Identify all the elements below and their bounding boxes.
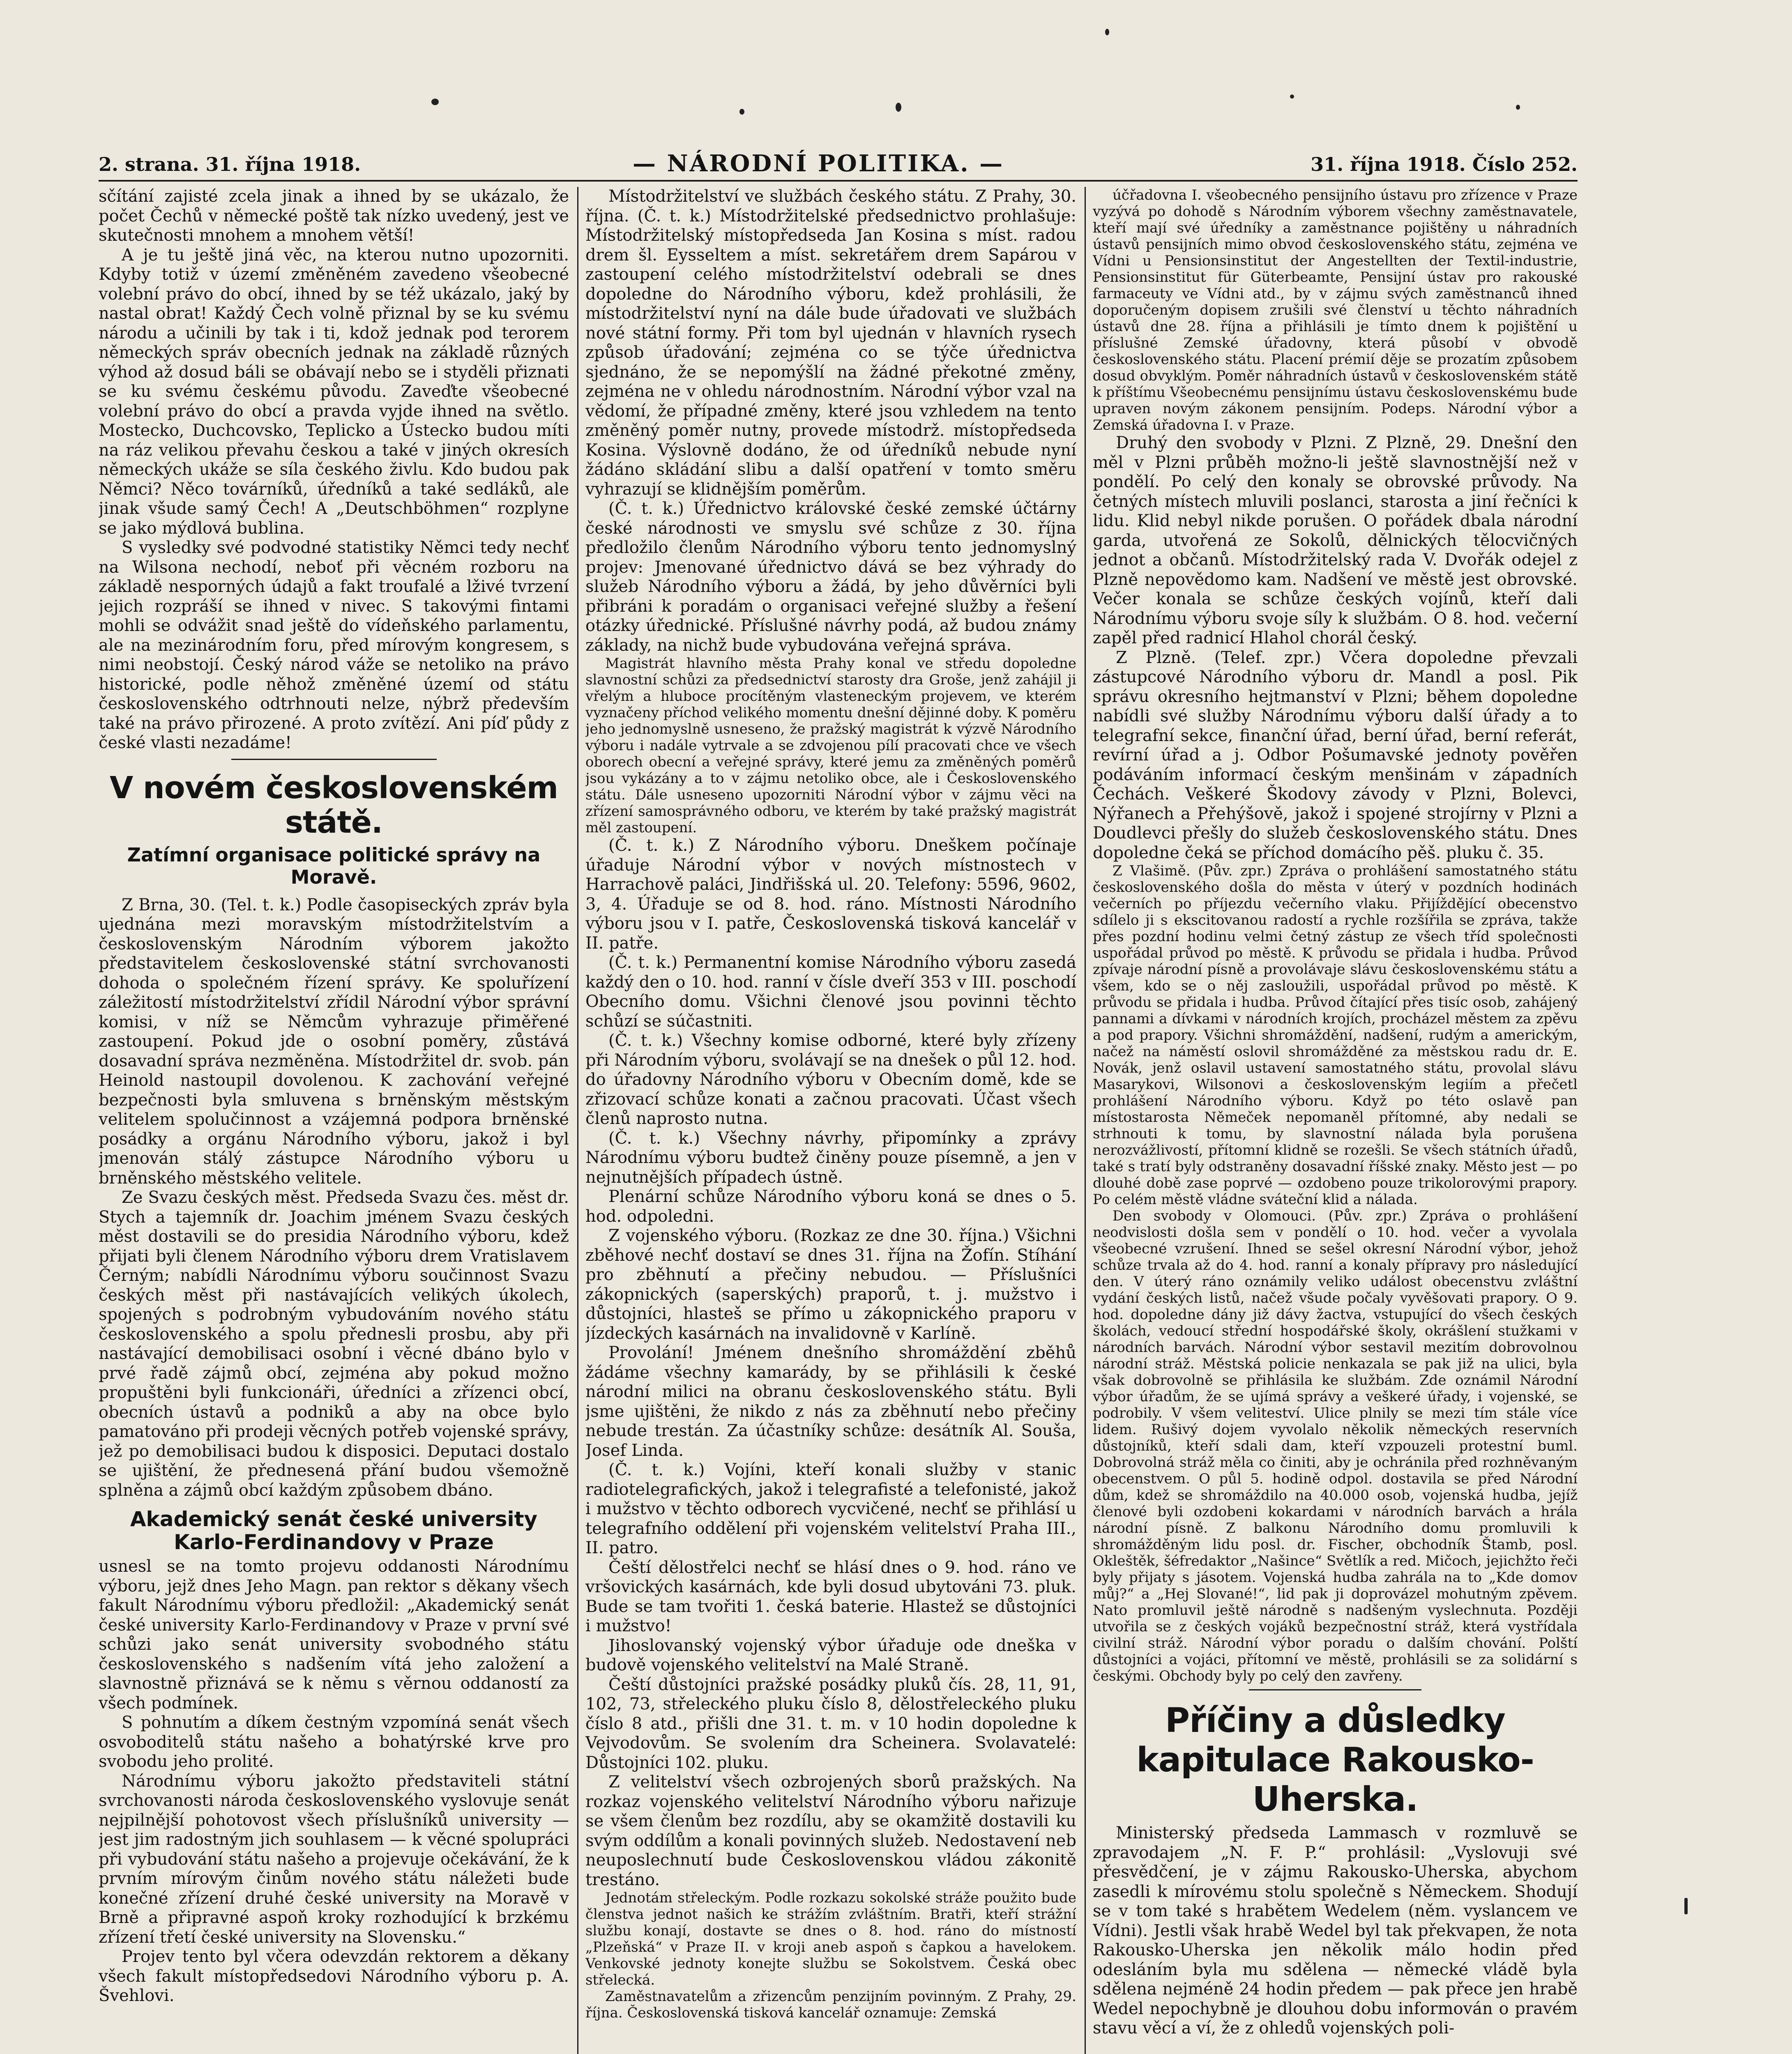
section-divider <box>231 759 437 760</box>
header-date-right: 31. října 1918. Číslo 252. <box>1311 153 1578 175</box>
paragraph: Projev tento byl včera odevzdán rektorem a děkany všech fakult místopředsedovi Národního výboru p. A. Švehlovi. <box>99 1947 569 2005</box>
paragraph: Z vojenského výboru. (Rozkaz ze dne 30. října.) Všichni zběhové nechť dostaví se dnes 31. října na Žofín. Stíhání pro zběhnutí a přečiny nebudou. — Příslušníci zákopnických (saperských) praporů, t. j. mužstvo i důstojníci, hlasteš se přímo u zákopnického praporu v jízdeckých kasárnách na invalidovně v Karlíně. <box>585 1226 1076 1343</box>
paragraph: usnesl se na tomto projevu oddanosti Národnímu výboru, jejž dnes Jeho Magn. pan rektor s děkany všech fakult Národnímu výboru předložil: „Akademický senát české university Karlo-Ferdinandovy v Praze v první své schůzi jako senát university svobodného státu československého s nadšením vítá jeho založení a slavnostně přiznává se k němu s věrnou oddaností za všech podmínek. <box>99 1557 569 1713</box>
paragraph: Z Plzně. (Telef. zpr.) Včera dopoledne převzali zástupcové Národního výboru dr. Mandl a posl. Pik správu okresního hejtmanství v Plzni; během dopoledne nabídli své služby Národnímu výboru další úřady a to telegrafní sekce, finanční úřad, berní úřad, berní referát, revírní úřad a j. Odbor Pošumavské jednoty pověřen podáváním informací českým menšinám v západních Čechách. Veškeré Škodovy závody v Plzni, Bolevci, Nýřanech a Přehýšově, jakož i spojené strojírny v Plzni a Doudlevci přešly do služeb československého státu. Dnes dopoledne čeká se příchod domácího pěš. pluku č. 35. <box>1093 648 1578 862</box>
paragraph: Z Brna, 30. (Tel. t. k.) Podle časopiseckých zpráv byla ujednána mezi moravským místodržitelstvím a československým Národním výborem jakožto představitelem československé státní svrchovanosti dohoda o společném řízení správy. Ke spoluřízení záležitostí místodržitelství zřídil Národní výbor správní komisi, v níž se Němcům vyhrazuje přiměřené zastoupení. Pokud jde o osobní poměry, zůstává dosavadní správa nezměněna. Místodržitel dr. svob. pán Heinold nastoupil dovolenou. K zachování veřejné bezpečnosti byla smluvena s brněnským městským velitelem spolučinnost a vzájemná podpora brněnské posádky a orgánu Národního výboru, jakož i byl jmenován stálý zástupce Národního výboru u brněnského městského velitele. <box>99 895 569 1188</box>
column-divider <box>1085 187 1086 2054</box>
paragraph: Národnímu výboru jakožto představiteli státní svrchovanosti národa československého vyslovuje senát nejpilnější pohotovost všech příslušníků university — jest jim radostným jich souhlasem — k věcné spolupráci při vybudování státu našeho a projevuje očekávání, že k prvním mírovým činům nového státu náležeti bude konečné zřízení druhé české university na Moravě v Brně a připravné aspoň kroky rozhodující k brzkému zřízení třetí české university na Slovensku.“ <box>99 1771 569 1947</box>
paragraph: (Č. t. k.) Všechny komise odborné, které byly zřízeny při Národním výboru, svolávají se na dnešek o půl 12. hod. do úřadovny Národního výboru v Obecním domě, kde se zřizovací schůze konati a začnou pracovati. Účast všech členů naprosto nutna. <box>585 1031 1076 1128</box>
page-header <box>99 150 1578 179</box>
header-date-left: 2. strana. 31. října 1918. <box>99 153 361 175</box>
ink-speck <box>896 103 901 112</box>
article-headline: Příčiny a důsledky kapitulace Rakousko-Uherska. <box>1136 1701 1534 1819</box>
article-headline: V novém československém státě. <box>110 770 558 840</box>
paragraph: (Č. t. k.) Z Národního výboru. Dneškem počínaje úřaduje Národní výbor v nových místnostech v Harrachově paláci, Jindřišská ul. 20. Telefony: 5596, 9602, 3, 4. Úřaduje se od 8. hod. ráno. Místnosti Národního výboru jsou v I. patře, Československá tisková kancelář v II. patře. <box>585 836 1076 953</box>
article-subheadline: Zatímní organisace politické správy na Moravě. <box>127 843 541 888</box>
paragraph-small: Zaměstnavatelům a zřizencům penzijním povinným. Z Prahy, 29. října. Československá tisková kancelář oznamuje: Zemská <box>585 1988 1076 2021</box>
paragraph: Provolání! Jménem dnešního shromáždění zběhů žádáme všechny kamarády, by se přihlásili k české národní milici na obranu československého státu. Byli jsme ujištěni, že nikdo z nás za zběhnutí nebo přečiny nebude trestán. Za účastníky schůze: desátník Al. Souša, Josef Linda. <box>585 1343 1076 1460</box>
column-3 <box>1093 187 1578 2054</box>
paragraph: Ministerský předseda Lammasch v rozmluvě se zpravodajem „N. F. P.“ prohlásil: „Vyslovuji své přesvědčení, je v zájmu Rakousko-Uherska, abychom zasedli k mírovému stolu společně s Německem. Shodují se v tom také s hrabětem Wedelem (něm. vyslancem ve Vídni). Jestli však hrabě Wedel byl tak překvapen, že nota Rakousko-Uherska jen několik málo hodin před odesláním byla mu sdělena — německé vládě byla sdělena nejméně 24 hodin předem — pak přece jen hrabě Wedel nepochybně je dlouhou dobu informován o pravém stavu věcí a ví, že z ohledů vojenských poli- <box>1093 1824 1578 2038</box>
paragraph: Z velitelství všech ozbrojených sborů pražských. Na rozkaz vojenského velitelství Národního výboru nařizuje se všem členům bez rozdílu, aby se okamžitě dostavili ku svým oddílům a konali povinných služeb. Nedostavení neb neuposlechnutí bude Československou vládou zákonitě trestáno. <box>585 1773 1076 1889</box>
paragraph: Čeští dělostřelci nechť se hlásí dnes o 9. hod. ráno ve vršovických kasárnách, kde byli dosud ubytováni 73. pluk. Bude se tam tvořiti 1. česká baterie. Hlastež se důstojníci i mužstvo! <box>585 1558 1076 1635</box>
paragraph: (Č. t. k.) Permanentní komise Národního výboru zasedá každý den o 10. hod. ranní v čísle dveří 353 v III. poschodí Obecního domu. Všichni členové jsou povinni těchto schůzí se súčastniti. <box>585 953 1076 1031</box>
ink-speck <box>1684 1898 1688 1914</box>
paragraph: Místodržitelství ve službách českého státu. Z Prahy, 30. října. (Č. t. k.) Místodržitelské předsednictvo prohlašuje: Místodržitelský místopředseda Jan Kosina s míst. radou drem šl. Eysseltem a míst. sekretářem drem Sapárou v zastoupení celého místodržitelství odebrali se dnes dopoledne do Národního výboru, kdež prohlásili, že místodržitelství nyní na dále bude úřadovati ve službách nové státní formy. Při tom byl ujednán v hlavních rysech způsob úřadování; zejména co se týče úřednictva sjednáno, že se nepomýšlí na žádné překotné změny, zejména ne v ohledu národnostním. Národní výbor vzal na vědomí, že případné změny, které jsou vzhledem na tento změněný poměr nutny, provede místodrž. místopředseda Kosina. Výslovně dodáno, že od úředníků nebude nyní žádáno skládání slibu a další opatření v tomto směru vyhrazují se klidnějším poměrům. <box>585 187 1076 499</box>
section-divider <box>1249 1689 1421 1690</box>
paragraph: (Č. t. k.) Vojíni, kteří konali služby v stanic radiotelegrafických, jakož i telegrafisté a telefonisté, jakož i mužstvo v těchto odborech vycvičené, nechť se přihlásí u telegrafního oddělení při vojenském velitelství Praha III., II. patro. <box>585 1460 1076 1557</box>
paragraph: Plenární schůze Národního výboru koná se dnes o 5. hod. odpoledni. <box>585 1187 1076 1226</box>
paragraph-small: Den svobody v Olomouci. (Pův. zpr.) Zpráva o prohlášení neodvislosti došla sem v pondělí o 10. hod. večer a vyvolala všeobecné vzrušení. Ihned se sešel okresní Národní výbor, jehož schůze trvala až do 4. hod. ranní a konaly přípravy pro následující den. V úterý ráno oznámily veliko událost obecenstvu zvláštní vydání českých listů, načež všude počaly vyvěšovati prapory. O 9. hod. dopoledne dány již dávy žactva, vstupující do všech českých školách, vedoucí střední hospodářské školy, okrášlení stužkami v národních barvách. Národní výbor sestavil mezitím dobrovolnou národní stráž. Městská policie nenkazala se pak již na ulici, byla však dobrovolně se přihlásila ke službám. Zde oznámil Národní výbor úřadům, že se ujímá správy a veškeré úřady, i vojenské, se podrobily. V všem veliteství. Ulice plnily se mezi tím stále více lidem. Rušivý dojem vyvolalo několik německých reservních důstojníků, kteří sdali dam, kteří vzpouzeli protestní buml. Dobrovolná stráž měla co činiti, aby je ochránila před rozhněvaným obecenstvem. O půl 5. hodině odpol. dostavila se před Národní dům, kdež se shromáždilo na 40.000 osob, vojenská hudba, jejíž členové byli ozdobeni kokardami v národních barvách a hrála národní písně. Z balkonu Národního domu promluvili k shromážděným lidu posl. dr. Fischer, obchodník Štamb, posl. Okleštěk, šéfredaktor „Našince“ Světlík a red. Mičoch, jejichžto řeči byly přijaty s jásotem. Vojenská hudba zahrála na to „Kde domov můj?“ a „Hej Slované!“, lid pak ji doprovázel mohutným zpěvem. Nato promluvil ještě národně s nadšeným vyslechnuta. Později utvořila se z českých vojáků bezpečnostní stráž, která vystřídala civilní stráž. Národní výbor poradu o dalším chování. Polští důstojníci a vojáci, přítomní ve městě, prohlásili se za solidární s českými. Obchody byly po celý den zavřeny. <box>1093 1208 1578 1684</box>
paragraph-small: Z Vlašimě. (Pův. zpr.) Zpráva o prohlášení samostatného státu československého došla do města v úterý v pozdních hodinách večerních po příjezdu večerního vlaku. Přijíždějící obecenstvo sdílelo ji s ekscitovanou radostí a rychle rozšířila se zpráva, takže přes pozdní hodinu velmi četný zástup ze všech tříd společnosti uspořádal průvod po městě. K průvodu se přidala i hudba. Průvod zpívaje národní písně a provolávaje slávu československému státu a všem, kdo se o něj zasloužili, uspořádal průvod po městě. K průvodu se přidala i hudba. Průvod čítající přes tisíc osob, zahájený pannami a dívkami v národních krojích, procházel městem za zpěvu a pod prapory. Všichni shromáždění, nadšení, rudým a americkým, načež na náměstí oslovil shromážděné za městskou radu dr. E. Novák, jenž oslavil ustavení samostatného státu, provolal slávu Masarykovi, Wilsonovi a československým legiím a přečetl prohlášení Národního výboru. Když po této oslavě pan místostarosta Němeček nepomaněl přítomné, aby nedali se strhnouti k tomu, by slavnostní nálada byla porušena nerozvážlivostí, přítomní klidně se rozešli. Se všech státních úřadů, také s tratí byly odstraněny dosavadní říšské znaky. Město jest — po dlouhé době zase poprvé — ozdobeno pouze trikolorovými prapory. Po celém městě vládne sváteční klid a nálada. <box>1093 863 1578 1208</box>
article-headline: Akademický senát české university Karlo-Ferdinandovy v Praze <box>130 1507 538 1554</box>
ink-speck <box>1290 94 1294 99</box>
paragraph: Druhý den svobody v Plzni. Z Plzně, 29. Dnešní den měl v Plzni průběh možno-li ještě slavnostnější než v pondělí. Po celý den konaly se obrovské průvody. Na četných místech mluvili poslanci, starosta a jiní řečníci k lidu. Klid nebyl nikde porušen. O pořádek dbala národní garda, utvořená ze Sokolů, dělnických tělocvičných jednot a občanů. Místodržitelský rada V. Dvořák odejel z Plzně nepovědomo kam. Nadšení ve městě jest obrovské. Večer konala se schůze českých vojínů, kteří dali Národnímu výboru svoje síly k službám. O 8. hod. večerní zapěl před radnicí Hlahol chorál český. <box>1093 433 1578 647</box>
ink-speck <box>1105 29 1109 35</box>
paragraph: S vysledky své podvodné statistiky Němci tedy nechť na Wilsona nechodí, neboť při věcném rozboru na základě nesporných údajů a fakt troufalé a lživé tvrzení jejich rozpráší se ihned v nivec. S takovými fintami mohli se odvážit snad ještě do vídeňského parlamentu, ale na mezinárodním foru, před mírovým kongresem, s nimi neobstojí. Český národ váže se netoliko na právo historické, podle něhož změněné území od státu československého odtrhnouti nelze, nýbrž především také na právo přirozené. A proto zvítězí. Ani píď půdy z české vlasti nezadáme! <box>99 538 569 752</box>
paragraph: sčítání zajisté zcela jinak a ihned by se ukázalo, že počet Čechů v německé poště tak nízko uvedený, jest ve skutečnosti mnohem a mnohem větší! <box>99 187 569 245</box>
paragraph: Čeští důstojníci pražské posádky pluků čís. 28, 11, 91, 102, 73, střeleckého pluku číslo 8, dělostřeleckého pluku číslo 8 atd., přišli dne 31. t. m. v 10 hodin dopoledne k Vejvodovům. Se svolením dra Scheinera. Svolavatelé: Důstojníci 102. pluku. <box>585 1675 1076 1772</box>
header-rule <box>99 180 1578 182</box>
paragraph-small: účřadovna I. všeobecného pensijního ústavu pro zřízence v Praze vyzývá po dohodě s Národním výborem všechny zaměstnavatele, kteří mají své úředníky a zaměstnance pojištěny u náhradních ústavů pensijních mimo obvod československého státu, zejména ve Vídni u Pensionsinstitut der Angestellten der Textil-industrie, Pensionsinstitut für Güterbeamte, Pensijní ústav pro rakouské farmaceuty ve Vídni atd., by v zájmu svých zaměstnanců ihned doporučeným dopisem zrušili své členství u těchto náhradních ústavů dne 28. října a přihlásili je tímto dnem k pojištění u příslušné Zemské úřadovny, která působí v obvodě československého státu. Placení prémií děje se prozatím způsobem dosud obvyklým. Poměr náhradních ústavů v československém státě k příštímu Všeobecnému pensijnímu ústavu československému bude upraven novým zákonem pensijním. Podeps. Národní výbor a Zemská úřadovna I. v Praze. <box>1093 187 1578 433</box>
paragraph: Ze Svazu českých měst. Předseda Svazu čes. měst dr. Stych a tajemník dr. Joachim jménem Svazu českých měst dostavili se do presidia Národního výboru, kdež přijati byli členem Národního výboru drem Vratislavem Černým; nabídli Národnímu výboru součinnost Svazu českých měst při nastávajících velikých úkolech, spojených s podrobným vybudováním nového státu československého a spolu přednesli prosbu, aby při nastávající demobilisaci osobní i věcné dbáno bylo v prvé řadě zájmů obcí, zejména aby pokud možno propuštěni byli funkcionáři, úředníci a zřízenci obcí, obecních ústavů a podniků a aby na obce bylo pamatováno při prodeji věcných potřeb vojenské správy, jež po demobilisaci budou k disposici. Deputaci dostalo se ujištění, že přednesená přání budou všemožně splněna a zájmů obcí každým způsobem dbáno. <box>99 1188 569 1500</box>
ink-speck <box>739 109 744 115</box>
column-2 <box>585 187 1076 2054</box>
ink-speck <box>431 99 439 105</box>
column-divider <box>577 187 578 2054</box>
paragraph: (Č. t. k.) Všechny návrhy, připomínky a zprávy Národnímu výboru budtež činěny pouze písemně, a jen v nejnutnějších případech ústně. <box>585 1128 1076 1187</box>
header-title: — NÁRODNÍ POLITIKA. — <box>633 150 1004 177</box>
paragraph: A je tu ještě jiná věc, na kterou nutno upozorniti. Kdyby totiž v území změněném zavedeno všeobecné volební právo do obcí, ihned by se též ukázalo, jaký by nastal obrat! Každý Čech volně přiznal by se ku svému národu a učinili by tak i ti, kdož jednak pod terorem německých správ obecních jednak na základě různých výhod až dosud báli se obávají nebo se i styděli přiznati se ku svému českému původu. Zaveďte všeobecné volební právo do obcí a pravda vyjde ihned na světlo. Mostecko, Duchcovsko, Teplicko a Ústecko budou míti na ráz velikou převahu českou a také v jiných okresích německých ukáže se síla českého živlu. Kdo budou pak Němci? Něco továrníků, úředníků a také sedláků, ale jinak všude samý Čech! A „Deutschböhmen“ rozplyne se jako mýdlová bublina. <box>99 245 569 538</box>
column-1 <box>99 187 569 2054</box>
paragraph: S pohnutím a díkem čestným vzpomíná senát všech osvoboditelů státu našeho a bohatýrské krve pro svobodu jeho prolité. <box>99 1713 569 1771</box>
ink-speck <box>1516 105 1520 110</box>
paragraph-small: Jednotám střeleckým. Podle rozkazu sokolské stráže použito bude členstva jednot našich ke strážím zvláštním. Bratři, kteří strážní službu konají, dostavte se dnes o 8. hod. ráno do místností „Plzeňská“ v Praze II. v kroji aneb aspoň s čapkou a havelokem. Venkovské jednoty konejte službu se Sokolstvem. Česká obec střelecká. <box>585 1890 1076 1988</box>
paragraph: Jihoslovanský vojenský výbor úřaduje ode dneška v budově vojenského velitelství na Malé Straně. <box>585 1636 1076 1674</box>
paragraph: (Č. t. k.) Úřednictvo královské české zemské účtárny české národnosti ve smyslu své schůze z 30. října předložilo členům Národního výboru tento jednomyslný projev: Jmenované úřednictvo dává se bez výhrady do služeb Národního výboru a žádá, by jeho důvěrníci byli přibráni k poradám o organisaci veřejné služby a řešení otázky úřednické. Příslušné návrhy podá, až budou známy základy, na nichž bude vybudována veřejná správa. <box>585 499 1076 655</box>
paragraph-small: Magistrát hlavního města Prahy konal ve středu dopoledne slavnostní schůzi za předsednictví starosty dra Groše, jenž zahájil ji vřelým a hluboce procítěným vlasteneckým projevem, ve kterém vyznačeny příchod velikého momentu dnešní dějinné doby. K poměru jeho jednomyslně usneseno, že pražský magistrát k výzvě Národního výboru i nadále vytrvale a se zdvojenou pílí pracovati chce ve všech oborech obecní a veřejné správy, které jemu za změněných poměrů jsou vykázány a to v zájmu netoliko obce, ale i Československého státu. Dále usneseno upozorniti Národní výbor v zájmu věci na zřízení samosprávného odboru, ve kterém by také pražský magistrát měl zastoupení. <box>585 655 1076 836</box>
